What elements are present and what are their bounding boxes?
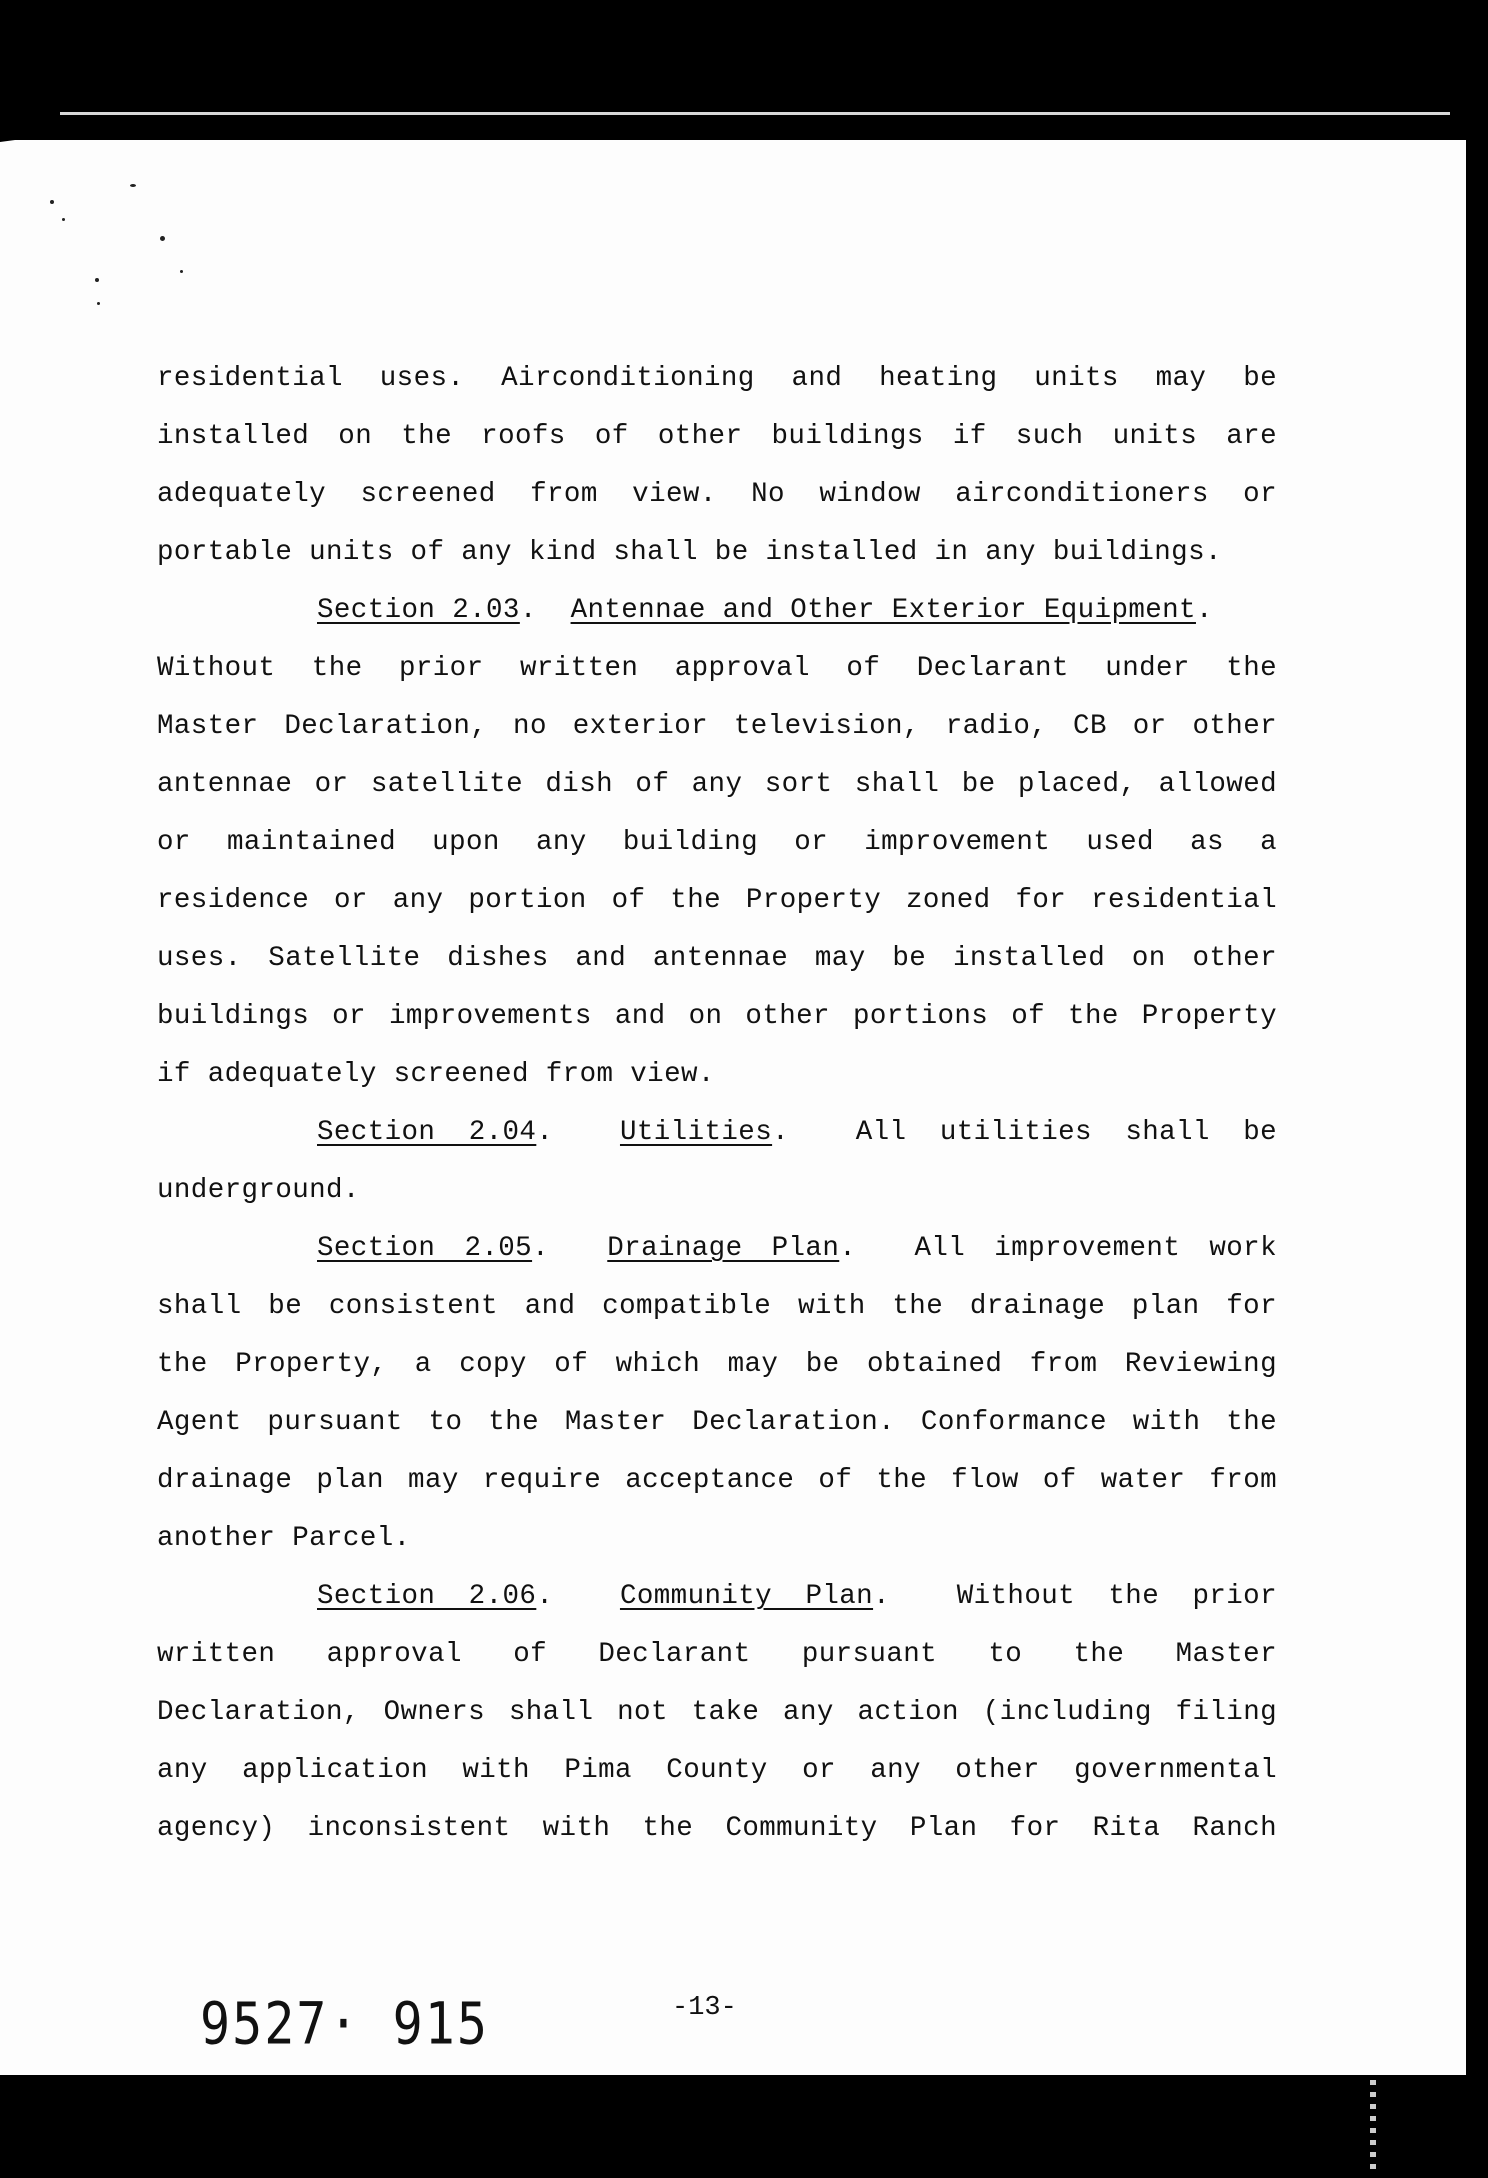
- scan-speck: [160, 236, 165, 241]
- document-body: [157, 350, 1277, 1858]
- text-line: drainage plan may require acceptance of the flow of water from: [157, 1465, 1277, 1496]
- section-label: Section 2.06: [317, 1581, 537, 1612]
- text-line: adequately screened from view. No window airconditioners or: [157, 479, 1277, 510]
- text-line: agency) inconsistent with the Community Plan for Rita Ranch: [157, 1813, 1277, 1844]
- text-line: Agent pursuant to the Master Declaration. Conformance with the: [157, 1407, 1277, 1438]
- scan-speck: [95, 278, 99, 282]
- document-code: 9527· 915: [200, 1990, 489, 2058]
- text-line: Declaration, Owners shall not take any action (including filing: [157, 1697, 1277, 1728]
- section-title: Antennae and Other Exterior Equipment: [570, 595, 1196, 626]
- section-label: Section 2.04: [317, 1117, 537, 1148]
- section-label: Section 2.05: [317, 1233, 533, 1264]
- section-heading-line: Section 2.03. Antennae and Other Exterior Equipment.: [317, 595, 1213, 626]
- page-number: -13-: [672, 1993, 737, 2023]
- section-title: Community Plan: [619, 1581, 874, 1612]
- section-label: Section 2.03: [317, 595, 520, 626]
- section-heading-line: Section 2.04. Utilities. All utilities shall be: [317, 1117, 1278, 1148]
- text-line: installed on the roofs of other buildings if such units are: [157, 421, 1277, 452]
- section-2-03: [157, 582, 1277, 1104]
- scan-speck: [180, 270, 183, 273]
- text-line: Master Declaration, no exterior television, radio, CB or other: [157, 711, 1277, 742]
- section-2-04: [157, 1104, 1277, 1220]
- text-line: the Property, a copy of which may be obtained from Reviewing: [157, 1349, 1277, 1380]
- text-line: residence or any portion of the Property zoned for residential: [157, 885, 1277, 916]
- section-title: Utilities: [619, 1117, 773, 1148]
- text-line: Without the prior written approval of Declarant under the: [157, 653, 1277, 684]
- section-heading-line: Section 2.05. Drainage Plan. All improvement work: [317, 1233, 1277, 1264]
- text-line: another Parcel.: [157, 1523, 411, 1554]
- text-line: portable units of any kind shall be installed in any buildings.: [157, 537, 1222, 568]
- section-text: Without the prior: [956, 1581, 1277, 1612]
- text-line: shall be consistent and compatible with the drainage plan for: [157, 1291, 1277, 1322]
- scan-speck: [130, 184, 136, 187]
- text-line: underground.: [157, 1175, 360, 1206]
- section-heading-line: Section 2.06. Community Plan. Without the prior: [317, 1581, 1277, 1612]
- text-line: antennae or satellite dish of any sort shall be placed, allowed: [157, 769, 1277, 800]
- section-2-06: [157, 1568, 1277, 1858]
- section-text: All utilities shall be: [855, 1117, 1278, 1148]
- paragraph-continuation: [157, 350, 1277, 582]
- text-line: buildings or improvements and on other portions of the Property: [157, 1001, 1277, 1032]
- scan-corner-shadow: [0, 118, 180, 142]
- text-line: or maintained upon any building or improvement used as a: [157, 827, 1277, 858]
- text-line: residential uses. Airconditioning and heating units may be: [157, 363, 1277, 394]
- text-line: written approval of Declarant pursuant to the Master: [157, 1639, 1277, 1670]
- scan-speck: [50, 200, 54, 204]
- scan-speck: [97, 302, 100, 305]
- scan-speck: [62, 218, 65, 221]
- section-text: All improvement work: [914, 1233, 1277, 1264]
- section-title: Drainage Plan: [607, 1233, 840, 1264]
- text-line: uses. Satellite dishes and antennae may be installed on other: [157, 943, 1277, 974]
- text-line: any application with Pima County or any other governmental: [157, 1755, 1277, 1786]
- section-2-05: [157, 1220, 1277, 1568]
- scan-top-edge: [60, 112, 1450, 115]
- scan-edge-marks: [1370, 2080, 1376, 2170]
- text-line: if adequately screened from view.: [157, 1059, 715, 1090]
